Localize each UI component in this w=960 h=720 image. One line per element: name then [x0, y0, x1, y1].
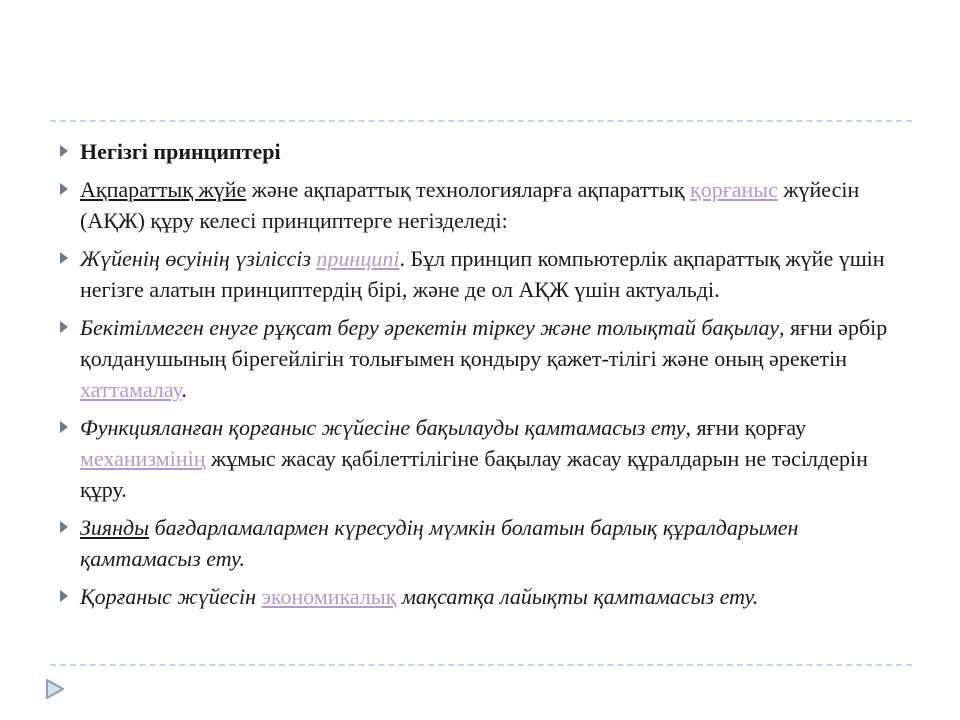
item-text: . Бұл принцип компьютерлік ақпараттық жүйе үшін негізге алатын принциптердің бірі, және де ол АҚЖ үшін актуальді.	[80, 246, 885, 302]
top-divider	[50, 120, 912, 122]
triangle-bullet-icon	[60, 521, 68, 533]
link-ekonomikalyk[interactable]: экономикалық	[261, 584, 397, 609]
bottom-divider	[50, 664, 912, 666]
list-item	[56, 312, 906, 405]
item-italic-text: бағдарламалармен күресудің мүмкін болатын барлық құралдарымен қамтамасыз ету.	[80, 515, 799, 571]
item-text: .	[181, 377, 187, 402]
triangle-bullet-icon	[60, 252, 68, 264]
list-item-heading	[56, 136, 906, 167]
link-korganys[interactable]: қорғаныс	[690, 177, 778, 202]
item-text: , яғни қорғау	[685, 415, 807, 440]
list-item	[56, 243, 906, 305]
list-item	[56, 412, 906, 505]
link-mehanizmining[interactable]: механизмінің	[80, 446, 206, 471]
item-text: жұмыс жасау қабілеттілігіне бақылау жасау құралдарын не тәсілдерін құру.	[80, 446, 868, 502]
slide-content	[56, 136, 906, 619]
link-principi[interactable]: принципі	[316, 246, 400, 271]
item-italic-text: Қорғаныс жүйесін	[80, 584, 262, 609]
triangle-bullet-icon	[60, 421, 68, 433]
link-ziyandy[interactable]: Зиянды	[80, 515, 150, 540]
triangle-bullet-icon	[60, 145, 68, 157]
triangle-bullet-icon	[60, 321, 68, 333]
item-italic-text: Функцияланған қорғаныс жүйесіне бақылауды қамтамасыз ету	[80, 415, 686, 440]
list-item	[56, 174, 906, 236]
link-hattamalau[interactable]: хаттамалау	[80, 377, 182, 402]
item-text: жүйесін (АҚЖ) құру келесі принциптерге негізделеді:	[80, 177, 860, 233]
list-item	[56, 512, 906, 574]
heading-text: Негізгі принциптері	[80, 139, 281, 164]
triangle-bullet-icon	[60, 590, 68, 602]
triangle-bullet-icon	[60, 183, 68, 195]
link-akparattyk-zhuye[interactable]: Ақпараттық жүйе	[80, 177, 247, 202]
item-text: , яғни әрбір қолданушының бірегейлігін толығымен қондыру қажет-тілігі және оның әрекетін	[80, 315, 888, 371]
item-italic-text: Бекітілмеген енуге рұқсат беру әрекетін тіркеу және толықтай бақылау	[80, 315, 779, 340]
item-italic-text: мақсатқа лайықты қамтамасыз ету.	[396, 584, 759, 609]
item-italic-text: Жүйенің өсуінің үзіліссіз	[80, 246, 317, 271]
list-item	[56, 581, 906, 612]
item-text: және ақпараттық технологияларға ақпараттық	[246, 177, 691, 202]
navigation-arrow-icon[interactable]	[44, 678, 66, 700]
